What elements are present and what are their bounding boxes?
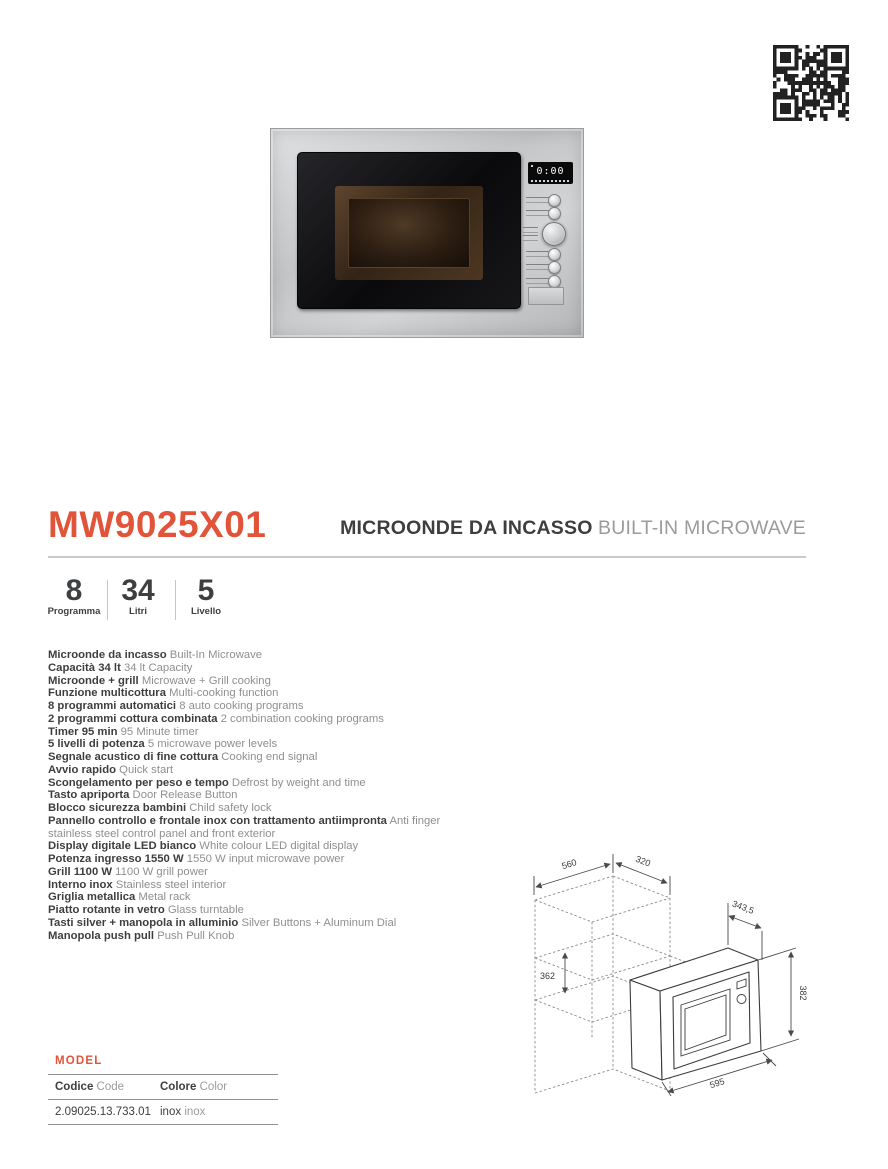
feature-item: Segnale acustico di fine cottura Cooking end signal: [48, 751, 318, 763]
feature-item: Potenza ingresso 1550 W 1550 W input microwave power: [48, 853, 345, 865]
badge-capacity: [110, 574, 166, 617]
feature-item: Griglia metallica Metal rack: [48, 891, 191, 904]
dim-label-niche-height: 362: [540, 971, 556, 981]
product-color: inox inox: [160, 1106, 206, 1118]
product-title-italian: MICROONDE DA INCASSO: [340, 517, 593, 539]
feature-item: 5 livelli di potenza 5 microwave power levels: [48, 738, 278, 751]
color-column-header: Colore Color: [160, 1081, 228, 1093]
panel-label-bar: [523, 235, 538, 241]
control-panel: [521, 151, 581, 321]
feature-item: Manopola push pull Push Pull Knob: [48, 929, 235, 942]
feature-list: [48, 649, 470, 942]
panel-label-bar: [526, 264, 549, 270]
panel-button: [548, 207, 561, 220]
feature-item: Scongelamento per peso e tempo Defrost by weight and time: [48, 776, 366, 789]
microwave-door: [297, 152, 521, 309]
panel-label-bar: [526, 210, 549, 216]
dim-label-body-width: 595: [708, 1076, 726, 1091]
table-row: [48, 1100, 278, 1125]
product-title: [340, 517, 806, 540]
badge-label: Programma: [47, 606, 101, 617]
dim-label-body-depth: 343,5: [730, 898, 756, 916]
door-window: [335, 186, 483, 280]
microwave-drawing: [630, 948, 761, 1080]
product-photo: [270, 128, 584, 338]
feature-item: Tasti silver + manopola in alluminio Silver Buttons + Aluminum Dial: [48, 916, 397, 929]
feature-item: Microonde da incasso Built-In Microwave: [48, 649, 263, 661]
feature-item: Interno inox Stainless steel interior: [48, 878, 227, 891]
feature-item: 2 programmi cottura combinata 2 combination cooking programs: [48, 712, 384, 725]
title-divider: [48, 556, 806, 558]
feature-item: Timer 95 min 95 Minute timer: [48, 725, 199, 738]
feature-item: Microonde + grill Microwave + Grill cooking: [48, 674, 271, 687]
product-code: 2.09025.13.733.01: [55, 1106, 151, 1118]
code-column-header: Codice Code: [55, 1081, 125, 1093]
panel-button: [548, 261, 561, 274]
model-number: MW9025X01: [48, 504, 267, 545]
panel-button: [548, 194, 561, 207]
feature-item: 8 programmi automatici 8 auto cooking programs: [48, 700, 304, 712]
badge-levels: [178, 574, 234, 617]
qr-code-icon: [773, 45, 849, 121]
panel-label-bar: [526, 197, 549, 203]
badge-value: 34: [121, 574, 155, 607]
push-pull-knob: [542, 222, 566, 246]
oven-cavity: [348, 198, 470, 268]
led-dotted-row: [531, 180, 570, 182]
feature-item: Grill 1100 W 1100 W grill power: [48, 865, 208, 878]
feature-item: Piatto rotante in vetro Glass turntable: [48, 904, 244, 916]
installation-diagram: [510, 843, 845, 1105]
feature-item: Capacità 34 lt 34 lt Capacity: [48, 661, 193, 674]
door-release-button: [528, 287, 564, 305]
led-display: [528, 162, 573, 184]
panel-button: [548, 248, 561, 261]
badge-value: 8: [65, 574, 83, 607]
table-header-row: [48, 1075, 278, 1100]
badge-programs: [42, 574, 106, 617]
badge-label: Livello: [190, 606, 222, 617]
model-section-label: MODEL: [55, 1055, 103, 1067]
feature-item: Avvio rapido Quick start: [48, 763, 174, 776]
dim-label-niche-width: 560: [560, 857, 578, 872]
badge-divider: [107, 580, 108, 620]
clock-value: 0:00: [536, 166, 565, 177]
feature-item: Display digitale LED bianco White colour LED digital display: [48, 840, 359, 853]
panel-label-bar: [526, 251, 549, 257]
feature-item: Blocco sicurezza bambini Child safety lock: [48, 802, 272, 814]
badge-divider: [175, 580, 176, 620]
dim-label-body-height: 382: [798, 985, 808, 1001]
led-indicator-dot: [531, 165, 533, 167]
feature-item: Tasto apriporta Door Release Button: [48, 789, 238, 802]
panel-label-bar: [523, 227, 538, 233]
model-table: [48, 1074, 278, 1125]
product-title-english: BUILT-IN MICROWAVE: [598, 517, 806, 539]
badge-label: Litri: [129, 606, 147, 617]
feature-item: Funzione multicottura Multi-cooking function: [48, 687, 279, 700]
badge-value: 5: [197, 574, 215, 607]
panel-label-bar: [526, 278, 549, 284]
feature-item: Pannello controllo e frontale inox con trattamento antiimpronta Anti finger stainless steel control panel and front exterior: [48, 814, 441, 840]
dim-label-niche-depth: 320: [634, 853, 652, 869]
